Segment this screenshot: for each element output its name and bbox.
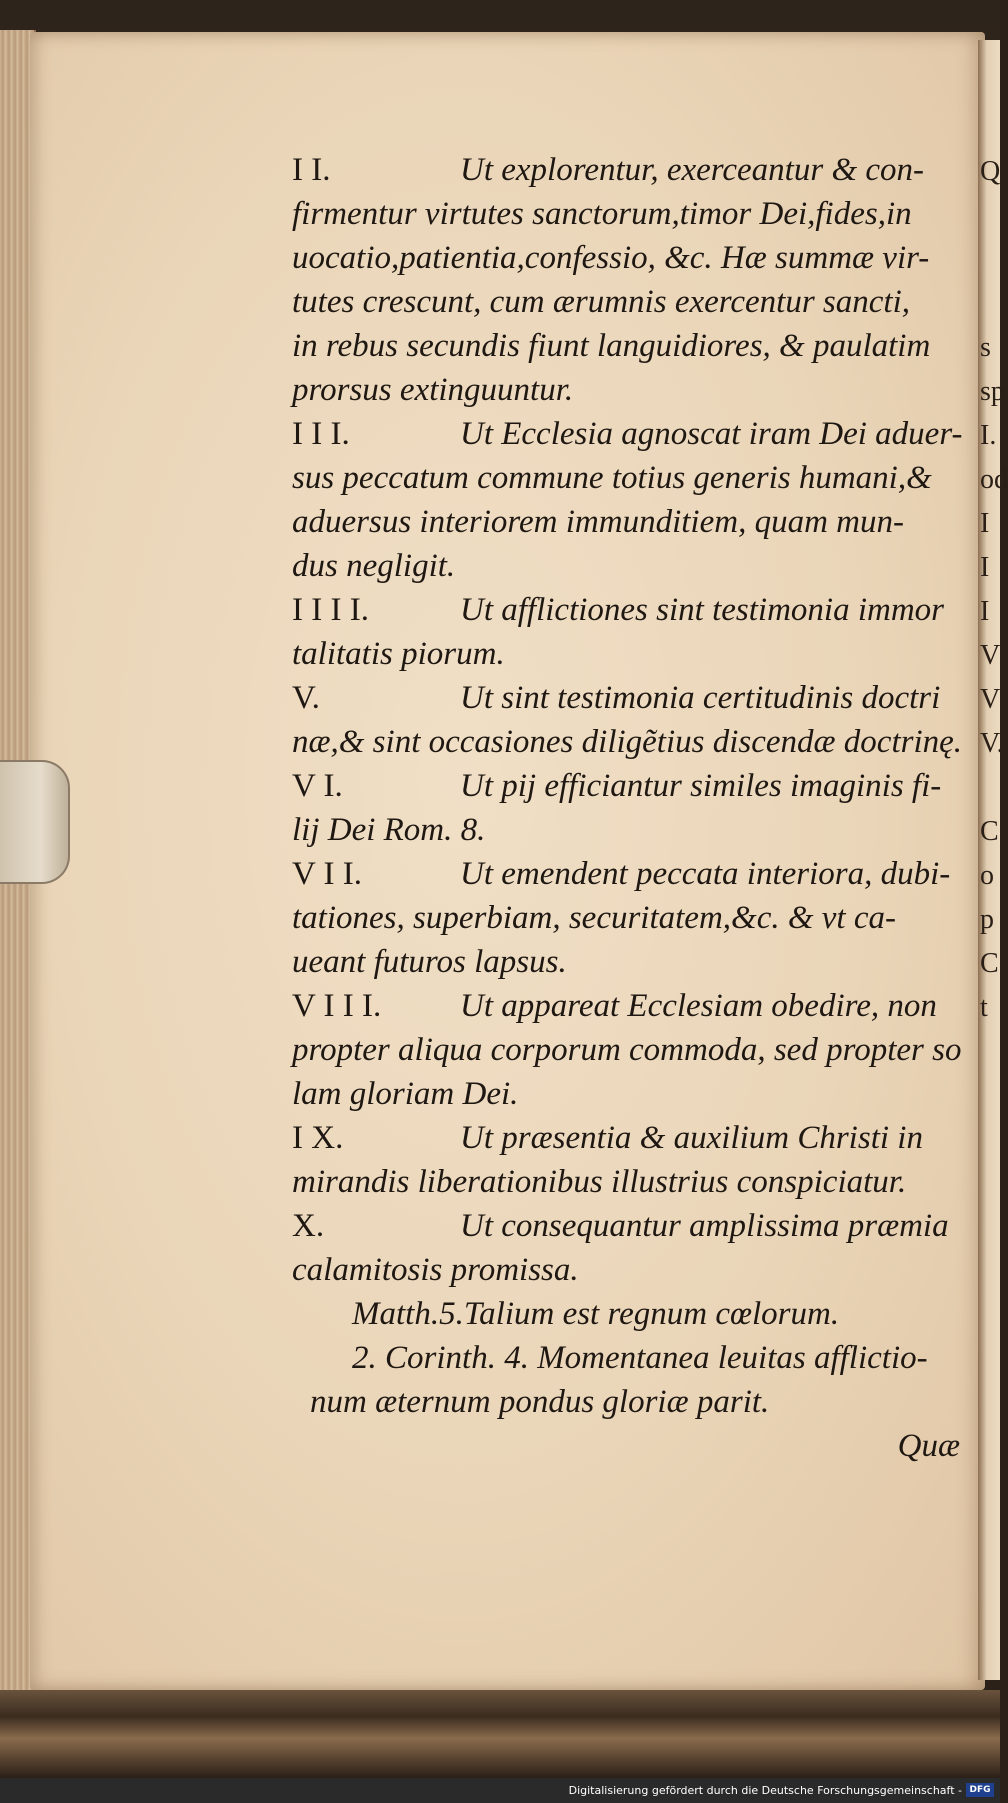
margin-fragment: p xyxy=(980,904,994,935)
text-line xyxy=(292,148,972,192)
section-number: V I. xyxy=(292,768,343,804)
margin-fragment: od xyxy=(980,464,1008,495)
line-text: ueant futuros lapsus. xyxy=(292,944,567,980)
text-line xyxy=(292,632,972,676)
book-clasp xyxy=(0,760,70,884)
page-text xyxy=(292,148,972,1468)
text-line xyxy=(292,896,972,940)
text-line xyxy=(292,1248,972,1292)
margin-fragment: I xyxy=(980,552,990,583)
text-line xyxy=(292,1072,972,1116)
margin-fragment: t xyxy=(980,992,988,1023)
margin-fragment: s xyxy=(980,332,991,363)
text-line xyxy=(292,588,972,632)
dfg-logo-icon: DFG xyxy=(966,1783,994,1797)
line-text: Ut sint testimonia certitudinis doctri xyxy=(460,680,941,716)
line-text: sus peccatum commune totius generis humani,& xyxy=(292,460,932,496)
text-line xyxy=(292,1160,972,1204)
line-text: næ,& sint occasiones diligẽtius discendæ doctrinę. xyxy=(292,724,963,760)
footer-credit: Digitalisierung gefördert durch die Deutsche Forschungsgemeinschaft - xyxy=(568,1784,962,1797)
line-text: in rebus secundis fiunt languidiores, & paulatim xyxy=(292,328,931,364)
text-line xyxy=(292,412,972,456)
margin-fragment: V xyxy=(980,684,1001,715)
text-line xyxy=(292,984,972,1028)
section-number: V I I. xyxy=(292,856,362,892)
line-text: lam gloriam Dei. xyxy=(292,1076,519,1112)
line-text: Ut afflictiones sint testimonia immor xyxy=(460,592,944,628)
section-number: I I I. xyxy=(292,416,350,452)
catchword: Quæ xyxy=(897,1428,960,1464)
line-text: Ut Ecclesia agnoscat iram Dei aduer- xyxy=(460,416,963,452)
line-text: mirandis liberationibus illustrius conspiciatur. xyxy=(292,1164,907,1200)
section-number: V. xyxy=(292,680,320,716)
line-text: Matth.5.Talium est regnum cœlorum. xyxy=(352,1296,840,1332)
line-text: Ut pij efficiantur similes imaginis fi- xyxy=(460,768,942,804)
text-line xyxy=(292,544,972,588)
text-line xyxy=(292,720,972,764)
text-line xyxy=(292,1336,972,1380)
line-text: lij Dei Rom. 8. xyxy=(292,812,486,848)
text-line xyxy=(292,1204,972,1248)
margin-fragment: I xyxy=(980,508,990,539)
catchword-line xyxy=(292,1424,972,1468)
line-text: Ut explorentur, exerceantur & con- xyxy=(460,152,924,188)
line-text: aduersus interiorem immunditiem, quam mun- xyxy=(292,504,904,540)
text-line xyxy=(292,324,972,368)
section-number: V I I I. xyxy=(292,988,382,1024)
text-line xyxy=(292,1116,972,1160)
line-text: calamitosis promissa. xyxy=(292,1252,579,1288)
line-text: dus negligit. xyxy=(292,548,456,584)
section-number: I I I I. xyxy=(292,592,369,628)
line-text: Ut præsentia & auxilium Christi in xyxy=(460,1120,923,1156)
text-line xyxy=(292,852,972,896)
line-text: num æternum pondus gloriæ parit. xyxy=(310,1384,770,1420)
line-text: uocatio,patientia,confessio, &c. Hæ summæ vir- xyxy=(292,240,930,276)
margin-fragment: V. xyxy=(980,728,1004,759)
text-line xyxy=(292,1028,972,1072)
line-text: Ut appareat Ecclesiam obedire, non xyxy=(460,988,937,1024)
line-text: prorsus extinguuntur. xyxy=(292,372,574,408)
line-text: talitatis piorum. xyxy=(292,636,505,672)
margin-fragment xyxy=(980,238,1000,282)
line-text: Ut emendent peccata interiora, dubi- xyxy=(460,856,951,892)
line-text: Ut consequantur amplissima præmia xyxy=(460,1208,949,1244)
margin-fragment: V xyxy=(980,640,1001,671)
line-text: tationes, superbiam, securitatem,&c. & vt ca- xyxy=(292,900,896,936)
margin-fragment: I. xyxy=(980,420,997,451)
line-text: 2. Corinth. 4. Momentanea leuitas afflictio- xyxy=(352,1340,928,1376)
section-number: X. xyxy=(292,1208,325,1244)
book-bottom-edge xyxy=(0,1690,1000,1778)
digitization-footer xyxy=(0,1778,1000,1803)
section-number: I I. xyxy=(292,152,331,188)
text-line xyxy=(292,236,972,280)
text-line xyxy=(292,676,972,720)
text-line xyxy=(292,500,972,544)
margin-fragment xyxy=(980,282,1000,326)
text-line xyxy=(292,808,972,852)
facing-page-margin-text xyxy=(980,150,1008,1030)
text-line xyxy=(292,1380,972,1424)
margin-fragment: Q xyxy=(980,156,1001,187)
margin-fragment: C xyxy=(980,948,999,979)
line-text: propter aliqua corporum commoda, sed propter so xyxy=(292,1032,962,1068)
text-line xyxy=(292,940,972,984)
margin-fragment: sp xyxy=(980,376,1005,407)
margin-fragment xyxy=(980,766,1000,810)
text-line xyxy=(292,280,972,324)
margin-fragment xyxy=(980,194,1000,238)
text-line xyxy=(292,1292,972,1336)
margin-fragment: I xyxy=(980,596,990,627)
line-text: firmentur virtutes sanctorum,timor Dei,fides,in xyxy=(292,196,912,232)
section-number: I X. xyxy=(292,1120,344,1156)
text-line xyxy=(292,456,972,500)
margin-fragment: o xyxy=(980,860,994,891)
text-line xyxy=(292,192,972,236)
text-line xyxy=(292,368,972,412)
line-text: tutes crescunt, cum ærumnis exercentur sancti, xyxy=(292,284,911,320)
margin-fragment: C xyxy=(980,816,999,847)
text-line xyxy=(292,764,972,808)
